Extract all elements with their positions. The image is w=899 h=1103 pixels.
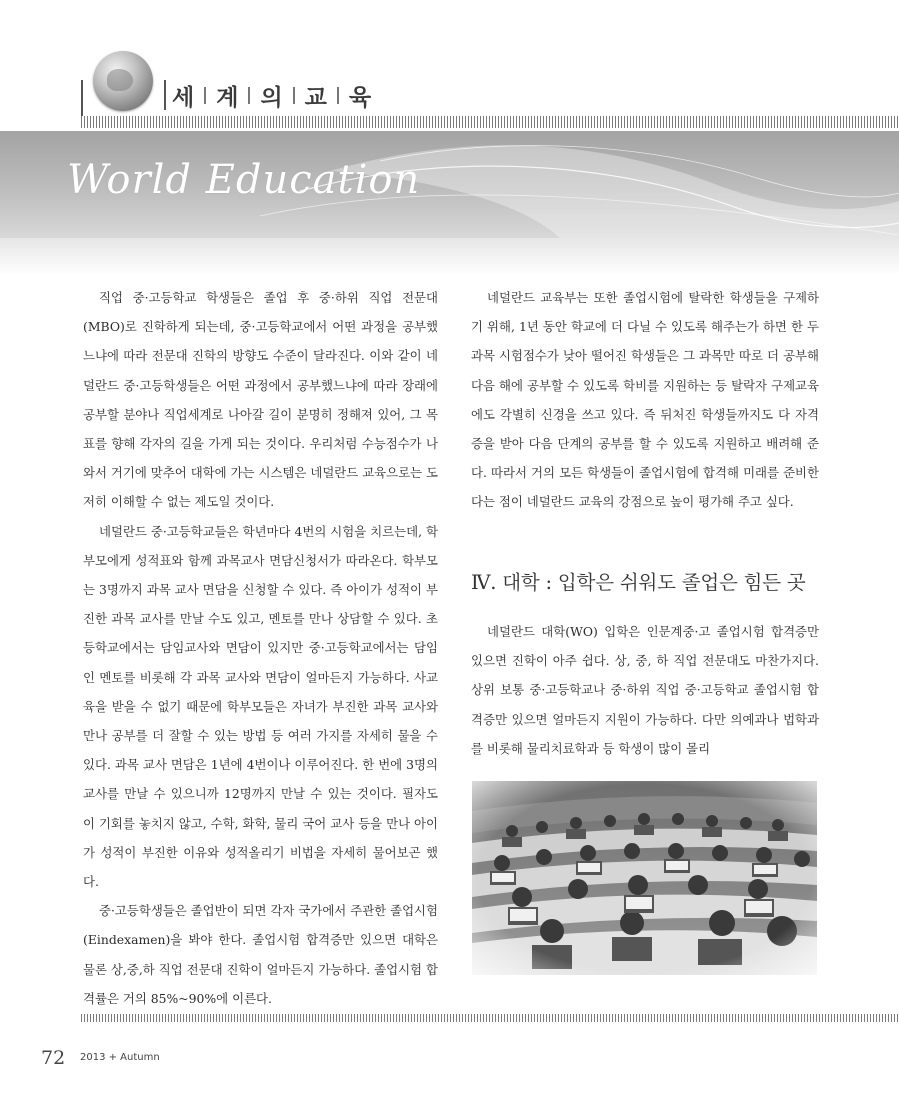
section-char: 계: [216, 85, 239, 111]
paragraph: 직업 중·고등학교 학생들은 졸업 후 중·하위 직업 전문대(MBO)로 진학하게 되는데, 중·고등학교에서 어떤 과정을 공부했느냐에 따라 전문대 진학의 방향도 수준이 달라진다. 이와 같이 네덜란드 중·고등학생들은 어떤 과정에서 공부했느냐에 따라 장래에 공부할 분야나 직업세계로 나아갈 길이 분명히 정해져 있어, 그 목표를 향해 각자의 길을 가게 되는 것이다. 우리처럼 수능점수가 나와서 거기에 맞추어 대학에 가는 시스템은 네덜란드 교육으로는 도저히 이해할 수 없는 제도일 것이다.: [83, 290, 438, 510]
right-column-bottom: [471, 617, 819, 763]
banner-fade: [0, 238, 899, 276]
section-char: 의: [260, 85, 283, 111]
section-char: 육: [348, 85, 372, 111]
lecture-hall-illustration: [472, 781, 817, 975]
section-heading: Ⅳ. 대학 : 입학은 쉬워도 졸업은 힘든 곳: [471, 571, 806, 594]
section-divider: [337, 87, 339, 104]
header-hatch-rule: [81, 116, 899, 128]
issue-label: 2013 + Autumn: [80, 1052, 160, 1063]
paragraph: 중·고등학생들은 졸업반이 되면 각자 국가에서 주관한 졸업시험(Eindexamen)을 봐야 한다. 졸업시험 합격증만 있으면 대학은 물론 상,중,하 직업 전문대 진학이 얼마든지 가능하다. 졸업시험 합격률은 거의 85%~90%에 이른다.: [83, 903, 438, 1006]
footer-hatch-rule: [81, 1014, 899, 1022]
paragraph: 네덜란드 교육부는 또한 졸업시험에 탈락한 학생들을 구제하기 위해, 1년 동안 학교에 더 다닐 수 있도록 해주는가 하면 한 두 과목 시험점수가 낮아 떨어진 학생들은 그 과목만 따로 더 공부해 다음 해에 공부할 수 있도록 학비를 지원하는 등 탈락자 구제교육에도 각별히 신경을 쓰고 있다. 즉 뒤처진 학생들까지도 다 자격증을 받아 다음 단계의 공부를 할 수 있도록 지원하고 배려해 준다. 따라서 거의 모든 학생들이 졸업시험에 합격해 미래를 준비한다는 점이 네덜란드 교육의 강점으로 높이 평가해 주고 싶다.: [471, 290, 819, 510]
section-divider: [248, 87, 250, 104]
paragraph: 네덜란드 대학(WO) 입학은 인문계중·고 졸업시험 합격증만 있으면 진학이 아주 쉽다. 상, 중, 하 직업 전문대도 마찬가지다. 상위 보통 중·고등학교나 중·하위 직업 중·고등학교 졸업시험 합격증만 있으면 얼마든지 지원이 가능하다. 다만 의예과나 법학과를 비롯해 물리치료학과 등 학생이 많이 몰리: [471, 624, 819, 756]
section-char: 교: [304, 85, 327, 111]
left-column: [83, 283, 438, 1013]
section-divider: [204, 87, 206, 104]
page-number: 72: [41, 1047, 66, 1069]
banner-title: World Education: [67, 157, 421, 203]
section-divider: [293, 87, 295, 104]
section-title: [172, 79, 371, 112]
title-rule: [164, 80, 166, 110]
lecture-hall-photo: [472, 781, 817, 975]
globe-logo: [93, 51, 153, 111]
right-column-top: [471, 283, 819, 517]
paragraph: 네덜란드 중·고등학교들은 학년마다 4번의 시험을 치르는데, 학부모에게 성적표와 함께 과목교사 면담신청서가 따라온다. 학부모는 3명까지 과목 교사 면담을 신청할 수 있다. 즉 아이가 성적이 부진한 과목 교사를 만날 수도 있고, 멘토를 만나 상담할 수 있다. 초등학교에서는 담임교사와 면담이 있지만 중·고등학교에서는 담임인 멘토를 비롯해 각 과목 교사와 면담이 얼마든지 가능하다. 사교육을 받을 수 없기 때문에 학부모들은 자녀가 부진한 과목 교사와 만나 공부를 더 잘할 수 있는 방법 등 여러 가지를 자세히 물을 수 있다. 과목 교사 면담은 1년에 4번이나 이루어진다. 한 번에 3명의 교사를 만날 수 있으니까 12명까지 만날 수 있는 것이다. 필자도 이 기회를 놓치지 않고, 수학, 화학, 물리 국어 교사 등을 만나 아이가 성적이 부진한 이유와 성적올리기 비법을 자세히 물어보곤 했다.: [83, 523, 438, 890]
section-char: 세: [172, 85, 195, 111]
